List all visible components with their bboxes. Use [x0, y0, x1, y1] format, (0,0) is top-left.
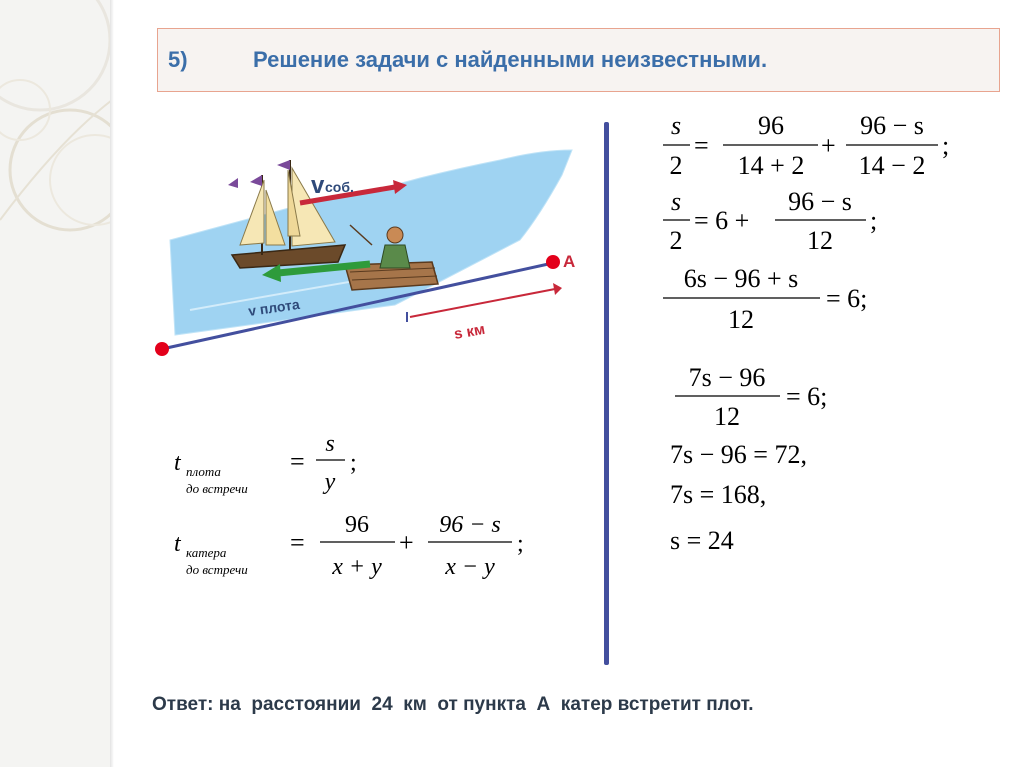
t2-f1-num: 96	[345, 512, 369, 538]
eq2-mid: = 6 +	[694, 206, 750, 235]
eq1-f1-den: 14 + 2	[737, 151, 805, 180]
v-own-label: v	[311, 172, 325, 199]
eq7: s = 24	[670, 526, 734, 555]
svg-text:;: ;	[350, 450, 357, 476]
t1-den: y	[324, 469, 336, 495]
page-title: Решение задачи с найденными неизвестными.	[253, 47, 768, 72]
v-raft-label: v плота	[247, 295, 301, 319]
t1-sub1: плота	[186, 464, 221, 479]
eq2-f-den: 12	[807, 226, 833, 255]
svg-text:=: =	[290, 447, 305, 476]
t2-main: t	[174, 531, 181, 557]
eq2-lhs-den: 2	[669, 226, 683, 255]
point-a-label: A	[563, 252, 576, 271]
eq1-lhs-den: 2	[669, 151, 683, 180]
eq1-lhs-num: s	[670, 111, 682, 140]
t2-f2-num: 96 − s	[439, 512, 501, 538]
v-own-sub: соб.	[325, 179, 354, 195]
eq5: 7s − 96 = 72,	[670, 440, 807, 469]
svg-text:=: =	[290, 528, 305, 557]
eq2-f-num: 96 − s	[788, 187, 852, 216]
eq1-f1-num: 96	[758, 111, 784, 140]
t1-num: s	[325, 431, 335, 457]
eq4-num: 7s − 96	[688, 363, 766, 392]
t2-f2-den: x − y	[445, 554, 495, 580]
answer-text: Ответ: на расстоянии 24 км от пункта А катер встретит плот.	[152, 694, 754, 715]
eq4-rhs: = 6;	[786, 382, 828, 411]
eq6: 7s = 168,	[670, 480, 767, 509]
eq1-f2-den: 14 − 2	[858, 151, 926, 180]
t2-sub2: до встречи	[186, 562, 248, 577]
svg-text:+: +	[821, 131, 836, 160]
eq3-num: 6s − 96 + s	[683, 264, 799, 293]
t1-sub2: до встречи	[186, 481, 248, 496]
eq1-f2-num: 96 − s	[860, 111, 924, 140]
t2-sub1: катера	[186, 545, 227, 560]
eq4-den: 12	[714, 402, 740, 431]
svg-text:;: ;	[870, 206, 878, 235]
t1-main: t	[174, 450, 181, 476]
svg-text:=: =	[694, 131, 709, 160]
svg-text:;: ;	[517, 531, 524, 557]
t2-f1-den: x + y	[332, 554, 382, 580]
svg-text:+: +	[399, 528, 414, 557]
eq3-den: 12	[728, 305, 754, 334]
eq2-lhs-num: s	[670, 187, 682, 216]
svg-text:;: ;	[942, 131, 950, 160]
title-number: 5)	[168, 47, 188, 72]
eq3-rhs: = 6;	[826, 284, 868, 313]
distance-label: s км	[452, 320, 487, 343]
